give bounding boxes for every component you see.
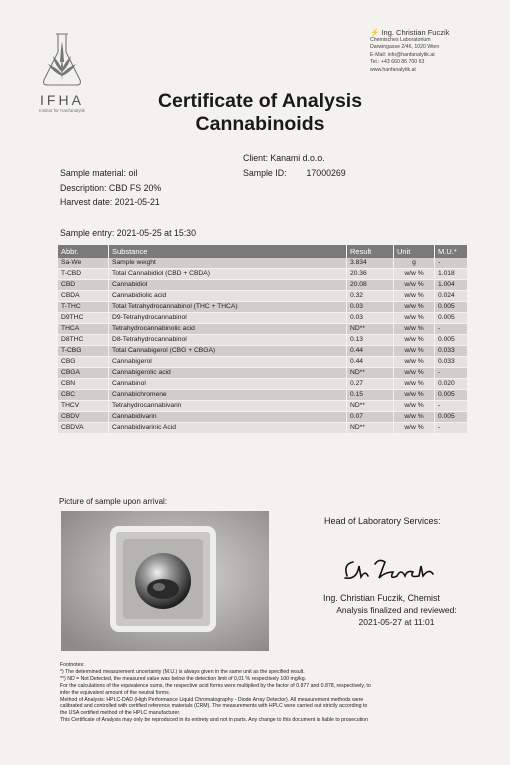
cell-substance: Cannabidiol <box>109 280 347 291</box>
cell-result: 0.07 <box>347 412 394 423</box>
finalized-label: Analysis finalized and reviewed: <box>336 605 457 615</box>
table-row <box>58 335 468 346</box>
cell-abbr: D9THC <box>58 313 109 324</box>
cell-mu: 0.020 <box>435 379 468 390</box>
client-block <box>243 151 346 180</box>
cell-substance: Tetrahydrocannabinolic acid <box>109 324 347 335</box>
cell-mu: 1.004 <box>435 280 468 291</box>
table-row <box>58 280 468 291</box>
cell-abbr: CBDV <box>58 412 109 423</box>
footnote-line: Method of Analysis: HPLC-DAD (High Performance Liquid Chromatography - Diode Array Detector). All measurement methods were <box>60 696 364 703</box>
cell-abbr: CBGA <box>58 368 109 379</box>
cell-unit: g <box>394 258 435 269</box>
logo-subtitle: Institut für Hanfanalytik <box>39 108 85 113</box>
table-row <box>58 291 468 302</box>
header-substance: Substance <box>109 245 347 258</box>
table-row <box>58 379 468 390</box>
lab-line: Chemisches Laboratorium <box>370 37 431 43</box>
cell-unit: w/w % <box>394 335 435 346</box>
cell-mu: 0.005 <box>435 313 468 324</box>
cell-mu: - <box>435 258 468 269</box>
table-header-row <box>58 245 468 258</box>
cell-mu: - <box>435 423 468 434</box>
lab-line: www.hanfanalytik.at <box>370 66 416 73</box>
lab-line: E-Mail: info@hanfanalytik.at <box>370 51 435 58</box>
entry-label: Sample entry: <box>60 228 115 238</box>
results-table <box>58 245 468 434</box>
lab-name: ⚡ Ing. Christian Fuczik <box>370 28 450 37</box>
cell-mu: - <box>435 401 468 412</box>
chemist-name: Ing. Christian Fuczik, Chemist <box>323 593 440 603</box>
cell-substance: Cannabidivarinic Acid <box>109 423 347 434</box>
cell-result: 20.36 <box>347 269 394 280</box>
cell-substance: Total Tetrahydrocannabinol (THC + THCA) <box>109 302 347 313</box>
cell-substance: Cannabinol <box>109 379 347 390</box>
cell-substance: Cannabichromene <box>109 390 347 401</box>
table-row <box>58 357 468 368</box>
cell-unit: w/w % <box>394 280 435 291</box>
footnote-line: calibrated and controlled with certified reference materials (CRM). The measurements with HPLC were carried out strictly according to <box>60 703 368 710</box>
cell-mu: 0.005 <box>435 335 468 346</box>
sample-id-value: 17000269 <box>306 167 346 178</box>
sample-id-label: Sample ID: <box>243 167 287 178</box>
table-row <box>58 390 468 401</box>
table-row <box>58 324 468 335</box>
cell-result: 3.834 <box>347 258 394 269</box>
cell-abbr: THCA <box>58 324 109 335</box>
table-row <box>58 401 468 412</box>
description-value: CBD FS 20% <box>108 182 162 193</box>
cell-result: ND** <box>347 423 394 434</box>
cell-result: 0.44 <box>347 357 394 368</box>
sample-entry <box>60 226 196 241</box>
entry-value: 2021-05-25 at 15:30 <box>116 228 196 238</box>
footnote-line: This Certificate of Analysis may only be reproduced in its entirety and not in parts. Any change to this document is liable to prosecution <box>60 717 368 724</box>
footnote-line: For the calculations of the equivalence sums, the respective acid forms were multiplied by the factor of 0.877 and 0.878, respectively, to <box>60 682 371 689</box>
footnote-line: **) ND = Not Detected, the measured value was below the detection limit of 0,01 % respectively 100 mg/kg. <box>60 675 307 682</box>
cell-abbr: CBN <box>58 379 109 390</box>
cell-abbr: THCV <box>58 401 109 412</box>
ifha-logo <box>22 28 102 113</box>
cell-substance: Sample weight <box>109 258 347 269</box>
harvest-label: Harvest date: <box>60 197 113 207</box>
cell-substance: D8-Tetrahydrocannabinol <box>109 335 347 346</box>
finalized-block <box>324 605 469 628</box>
cell-unit: w/w % <box>394 291 435 302</box>
table-row <box>58 258 468 269</box>
cell-result: 0.03 <box>347 302 394 313</box>
table-row <box>58 302 468 313</box>
signature-image <box>335 550 455 590</box>
cell-result: 0.32 <box>347 291 394 302</box>
cell-unit: w/w % <box>394 412 435 423</box>
cell-abbr: CBG <box>58 357 109 368</box>
table-row <box>58 368 468 379</box>
cell-substance: Tetrahydrocannabivarin <box>109 401 347 412</box>
table-row <box>58 412 468 423</box>
cell-mu: 0.005 <box>435 302 468 313</box>
cell-result: 0.15 <box>347 390 394 401</box>
table-row <box>58 423 468 434</box>
document-title <box>100 90 420 136</box>
table-row <box>58 269 468 280</box>
cell-unit: w/w % <box>394 379 435 390</box>
cell-mu: 0.024 <box>435 291 468 302</box>
cell-unit: w/w % <box>394 390 435 401</box>
cell-unit: w/w % <box>394 313 435 324</box>
footnote-line: infer the equivalent amount of the neutral forms. <box>60 689 171 696</box>
cell-result: 0.03 <box>347 313 394 324</box>
cell-result: 0.44 <box>347 346 394 357</box>
finalized-date: 2021-05-27 at 11:01 <box>358 616 435 627</box>
table-row <box>58 346 468 357</box>
cell-substance: Cannabidiolic acid <box>109 291 347 302</box>
harvest-value: 2021-05-21 <box>114 197 160 207</box>
cell-abbr: T-CBD <box>58 269 109 280</box>
cell-substance: Total Cannabigerol (CBG + CBGA) <box>109 346 347 357</box>
flask-leaf-icon <box>31 28 93 90</box>
cell-substance: Cannabigerol <box>109 357 347 368</box>
lab-address-block <box>370 28 505 74</box>
cell-unit: w/w % <box>394 302 435 313</box>
cell-abbr: CBD <box>58 280 109 291</box>
footnote-line: *) The determined measurement uncertainty (M.U.) is always given in the same unit as the specified result. <box>60 668 305 675</box>
cell-mu: 0.005 <box>435 390 468 401</box>
cell-abbr: Sa-We <box>58 258 109 269</box>
cell-unit: w/w % <box>394 368 435 379</box>
client-label: Client: <box>243 153 268 163</box>
cell-result: 20.08 <box>347 280 394 291</box>
cell-abbr: T-THC <box>58 302 109 313</box>
cell-unit: w/w % <box>394 423 435 434</box>
title-line-1: Certificate of Analysis <box>157 90 363 112</box>
cell-mu: 1.018 <box>435 269 468 280</box>
cell-abbr: T-CBG <box>58 346 109 357</box>
cell-unit: w/w % <box>394 346 435 357</box>
cell-result: 0.27 <box>347 379 394 390</box>
title-line-2: Cannabinoids <box>195 113 325 135</box>
sample-photo <box>61 511 269 651</box>
cell-mu: 0.033 <box>435 346 468 357</box>
cell-unit: w/w % <box>394 401 435 412</box>
material-label: Sample material: <box>60 168 127 178</box>
cell-result: ND** <box>347 368 394 379</box>
client-value: Kanami d.o.o. <box>270 153 325 163</box>
cell-abbr: CBC <box>58 390 109 401</box>
footnote-line: Footnotes: <box>60 662 85 668</box>
header-mu: M.U.* <box>435 245 468 258</box>
sample-info <box>60 166 161 210</box>
logo-name: IFHA <box>40 92 84 108</box>
table-row <box>58 313 468 324</box>
cell-result: ND** <box>347 324 394 335</box>
header-result: Result <box>347 245 394 258</box>
cell-mu: - <box>435 368 468 379</box>
cell-substance: Cannabidivarin <box>109 412 347 423</box>
lab-line: Darwingasse 2/46, 1020 Wien <box>370 44 440 51</box>
header-unit: Unit <box>394 245 435 258</box>
cell-mu: 0.033 <box>435 357 468 368</box>
cell-substance: D9-Tetrahydrocannabinol <box>109 313 347 324</box>
cell-result: 0.13 <box>347 335 394 346</box>
signature <box>335 550 455 595</box>
sample-bottle-image <box>61 511 269 651</box>
cell-abbr: D8THC <box>58 335 109 346</box>
cell-mu: - <box>435 324 468 335</box>
cell-unit: w/w % <box>394 357 435 368</box>
cell-unit: w/w % <box>394 269 435 280</box>
material-value: oil <box>128 168 138 178</box>
cell-abbr: CBDA <box>58 291 109 302</box>
footnotes <box>60 662 490 724</box>
cell-unit: w/w % <box>394 324 435 335</box>
header-abbr: Abbr. <box>58 245 109 258</box>
picture-caption: Picture of sample upon arrival: <box>59 497 168 506</box>
cell-result: ND** <box>347 401 394 412</box>
cell-substance: Cannabigerolic acid <box>109 368 347 379</box>
lab-line: Tel.: +43 660 86 700 63 <box>370 59 425 66</box>
head-lab-label: Head of Laboratory Services: <box>324 516 441 526</box>
footnote-line: the USA certified method of the HPLC manufacturer. <box>60 710 181 717</box>
description-label: Description: <box>60 182 107 193</box>
cell-abbr: CBDVA <box>58 423 109 434</box>
cell-substance: Total Cannabidiol (CBD + CBDA) <box>109 269 347 280</box>
cell-mu: 0.005 <box>435 412 468 423</box>
